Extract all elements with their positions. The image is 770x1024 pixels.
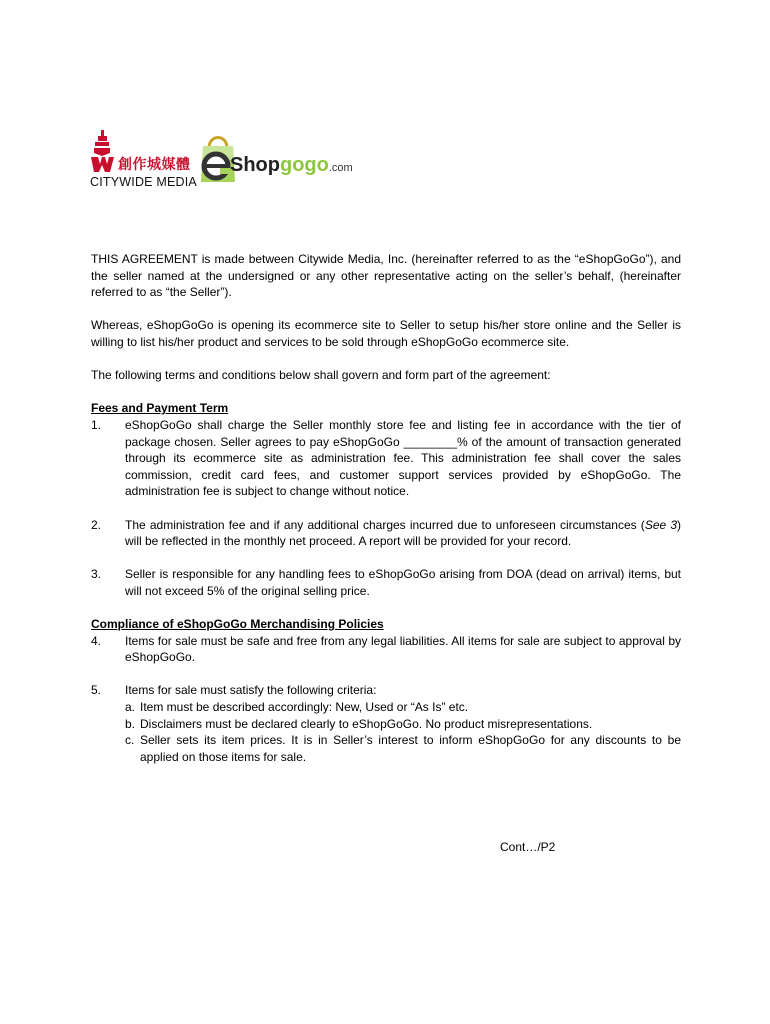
intro-paragraph-1: THIS AGREEMENT is made between Citywide Media, Inc. (hereinafter referred to as the “eShopGoGo”), and the seller named at the undersigned or any other representative acting on the seller’s behalf, (hereinafter referred to as “the Seller”). <box>91 252 681 300</box>
intro-paragraph-3: The following terms and conditions below shall govern and form part of the agreement: <box>91 368 551 383</box>
citywide-logo-text: CITYWIDE MEDIA <box>90 175 197 189</box>
eshop-wordmark-com: .com <box>328 162 353 174</box>
clause-number: 2. <box>91 517 102 532</box>
clause-5 <box>91 682 681 765</box>
criteria-text: Seller sets its item prices. It is in Seller’s interest to inform eShopGoGo for any discounts to be applied on those items for sale. <box>140 733 681 764</box>
eshop-wordmark-shop: Shop <box>230 154 280 176</box>
clause-number: 5. <box>91 683 102 698</box>
clause-3 <box>91 566 681 599</box>
clause-1 <box>91 417 681 500</box>
criteria-letter: c. <box>125 733 135 748</box>
intro-paragraph-2: Whereas, eShopGoGo is opening its ecommerce site to Seller to setup his/her store online and the Seller is willing to list his/her product and services to be sold through eShopGoGo ecommerce site. <box>91 318 681 349</box>
clause-number: 4. <box>91 633 102 648</box>
eshop-wordmark <box>230 154 353 177</box>
clause-reference: See 3 <box>644 517 678 532</box>
clause-text: Items for sale must be safe and free from any legal liabilities. All items for sale are subject to approval by eShopGoGo. <box>125 633 681 665</box>
clause-text-part2: ) will be reflected in the monthly net proceed. A report will be provided for your record. <box>125 517 682 549</box>
citywide-chinese-name: 創作城媒體 <box>118 157 191 173</box>
section-heading-compliance: Compliance of eShopGoGo Merchandising Policies <box>91 617 384 632</box>
continuation-marker: Cont…/P2 <box>500 840 556 854</box>
clause-text: Seller is responsible for any handling fees to eShopGoGo arising from DOA (dead on arrival) items, but will not exceed 5% of the original selling price. <box>125 567 681 598</box>
citywide-media-logo <box>88 126 196 190</box>
criteria-letter: b. <box>125 716 136 731</box>
criteria-text: Item must be described accordingly: New, Used or “As Is” etc. <box>140 700 469 715</box>
criteria-letter: a. <box>125 700 136 715</box>
section-heading-fees: Fees and Payment Term <box>91 401 229 416</box>
eshopgogo-logo <box>200 130 353 186</box>
criteria-item-a <box>125 699 681 716</box>
eshop-wordmark-gogo: gogo <box>280 154 329 176</box>
clause-number: 1. <box>91 417 102 432</box>
agreement-body <box>91 251 681 765</box>
clause-text: Items for sale must satisfy the following criteria: <box>125 683 377 698</box>
criteria-item-c <box>125 732 681 765</box>
clause-text: eShopGoGo shall charge the Seller monthly store fee and listing fee in accordance with the tier of package chosen. Seller agrees to pay eShopGoGo ________% of the amount of transaction generated through its ecommerce site as administration fee. This administration fee shall cover the sales commission, credit card fees, and customer support services provided by eShopGoGo. The administration fee is subject to change without notice. <box>125 417 681 499</box>
clause-number: 3. <box>91 567 102 582</box>
clause-2 <box>91 517 681 550</box>
criteria-item-b <box>125 716 681 733</box>
clause-text-part1: The administration fee and if any additional charges incurred due to unforeseen circumstances ( <box>125 517 645 532</box>
criteria-text: Disclaimers must be declared clearly to eShopGoGo. No product misrepresentations. <box>140 716 593 731</box>
clause-4 <box>91 633 681 666</box>
